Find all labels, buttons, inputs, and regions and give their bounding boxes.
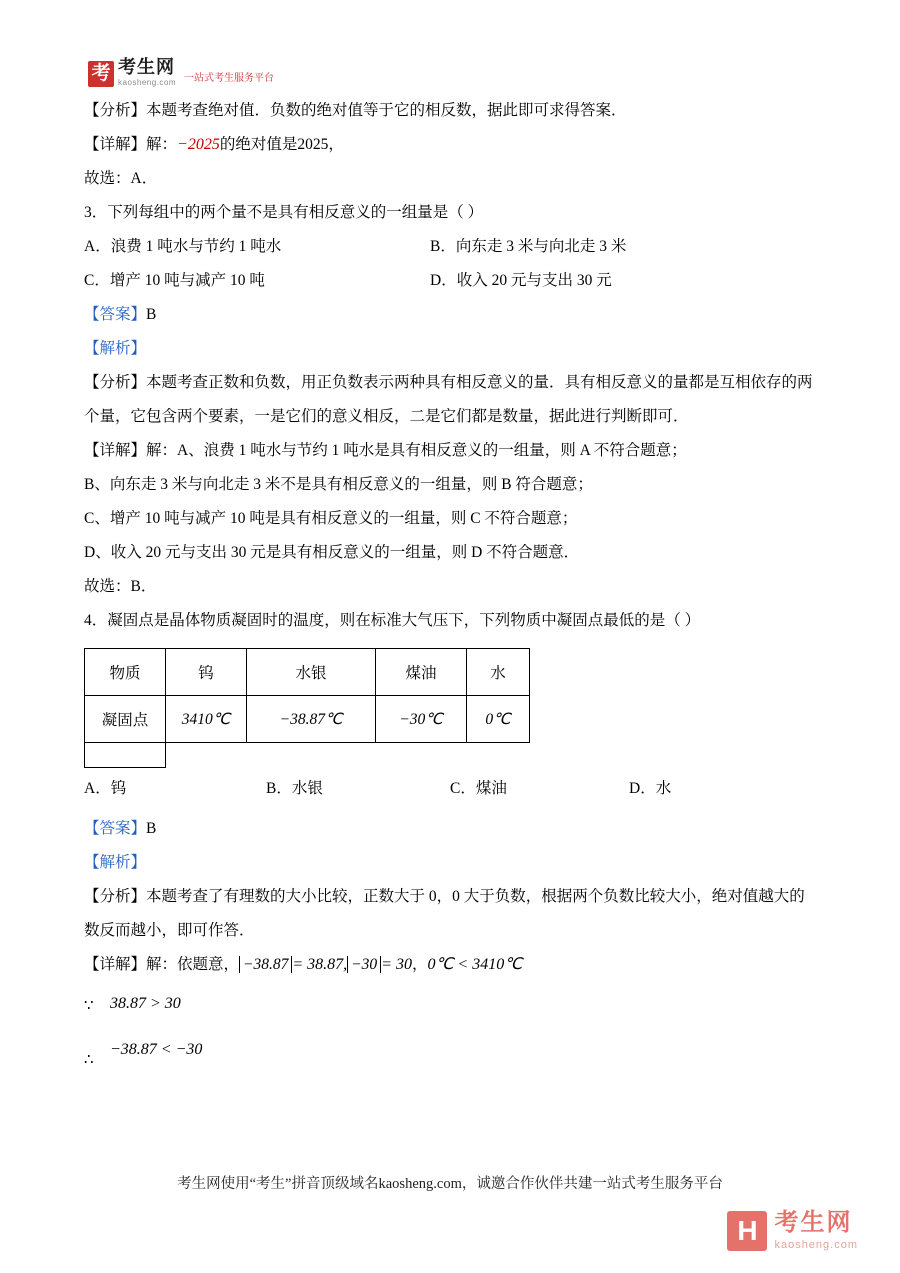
q4-abs-eq-1: = 38.87, <box>292 956 348 973</box>
footer-note: 考生网使用“考生”拼音顶级域名kaosheng.com，诚邀合作伙伴共建一站式考生服务平台 <box>177 1176 723 1192</box>
table-spacer-cell <box>166 743 247 768</box>
q4-analysis-tag: 【分析】 <box>84 888 147 905</box>
q4-detail-line: 【详解】解：依题意， −38.87 = 38.87, −30 = 30，0℃ < 3410℃ <box>84 956 523 973</box>
q3-answer-tag: 【答案】 <box>84 306 147 323</box>
q3-option-c-key: C． <box>84 272 110 289</box>
q3-number: 3． <box>84 204 108 221</box>
table-value-water: 0℃ <box>467 696 530 743</box>
q4-number: 4． <box>84 612 108 629</box>
q4-analysis-text-a: 本题考查了有理数的大小比较，正数大于 0，0 大于负数，根据两个负数比较大小，绝对值越大的 <box>146 888 805 905</box>
q4-therefore-block <box>84 1030 202 1070</box>
q4-option-d-key: D． <box>629 780 656 797</box>
q3-options-row1 <box>84 230 816 264</box>
q4-option-a-key: A． <box>84 780 111 797</box>
q4-option-c-key: C． <box>450 780 476 797</box>
q3-answer-line <box>84 298 816 332</box>
q4-because-text: 38.87 > 30 <box>110 995 181 1012</box>
q3-detail-tag: 【详解】 <box>84 442 147 459</box>
logo-text <box>118 58 176 87</box>
q3-option-b <box>430 230 626 264</box>
q2-detail-prefix: 解： <box>146 136 178 153</box>
q2-analysis-line <box>84 94 816 128</box>
q3-option-b-text: 向东走 3 米与向北走 3 米 <box>455 238 627 255</box>
table-col-kerosene: 煤油 <box>376 649 467 696</box>
logo-domain: kaosheng.com <box>118 78 177 87</box>
table-value-kerosene: −30℃ <box>376 696 467 743</box>
q3-option-a <box>84 230 281 264</box>
q3-detail-line-3: C、增产 10 吨与减产 10 吨是具有相反意义的一组量，则 C 不符合题意； <box>84 510 578 527</box>
q3-option-b-key: B． <box>430 238 456 255</box>
q3-option-c <box>84 264 265 298</box>
table-row <box>85 696 530 743</box>
watermark-logo-icon: H <box>727 1211 767 1251</box>
table-spacer-cell <box>376 743 467 768</box>
q4-therefore-text: −38.87 < −30 <box>110 1041 203 1058</box>
table-header-freezing-point: 凝固点 <box>85 696 166 743</box>
watermark <box>727 1211 858 1251</box>
watermark-text <box>774 1211 858 1251</box>
table-col-water: 水 <box>467 649 530 696</box>
q4-therefore-line <box>84 1026 816 1074</box>
site-logo <box>88 58 274 87</box>
q3-option-d-text: 收入 20 元与支出 30 元 <box>456 272 612 289</box>
q4-because-line <box>84 982 816 1026</box>
q4-abs-expr-1: −38.87 <box>239 956 292 973</box>
table-spacer-cell <box>467 743 530 768</box>
q3-answer-value: B <box>146 306 157 323</box>
q3-option-a-text: 浪费 1 吨水与节约 1 吨水 <box>110 238 282 255</box>
q2-detail-value: −2025 <box>177 136 220 153</box>
q4-option-b-text: 水银 <box>291 780 323 797</box>
q4-options-row <box>84 772 816 812</box>
q2-detail-tag: 【详解】 <box>84 136 147 153</box>
watermark-title: 考生网 <box>774 1209 853 1236</box>
q3-option-c-text: 增产 10 吨与减产 10 吨 <box>109 272 265 289</box>
q4-analysis-line-1 <box>84 880 816 914</box>
q4-abs-expr-2: −30 <box>347 956 381 973</box>
q3-analysis-line <box>84 366 816 434</box>
q4-because-block <box>84 984 181 1024</box>
q3-detail-text-1: 解：A、浪费 1 吨水与节约 1 吨水是具有相反意义的一组量，则 A 不符合题意； <box>146 442 687 459</box>
q4-option-d-text: 水 <box>655 780 672 797</box>
freezing-point-table <box>84 648 530 768</box>
q4-answer-line <box>84 812 816 846</box>
q3-explain-line <box>84 332 816 366</box>
table-col-tungsten: 钨 <box>166 649 247 696</box>
q4-option-a <box>84 772 126 806</box>
q2-detail-line <box>84 128 816 162</box>
q4-detail-prefix: 解：依题意， <box>146 956 240 973</box>
watermark-domain: kaosheng.com <box>774 1239 858 1251</box>
table-row <box>85 649 530 696</box>
q2-conclusion: 故选：A． <box>84 170 158 187</box>
table-spacer-cell <box>247 743 376 768</box>
q3-option-d <box>430 264 612 298</box>
table-value-tungsten: 3410℃ <box>166 696 247 743</box>
document-content <box>84 94 816 1074</box>
q4-option-b-key: B． <box>266 780 292 797</box>
q4-analysis-line-2: 数反而越小，即可作答． <box>84 922 255 939</box>
therefore-symbol-icon: ∴ <box>84 1052 94 1068</box>
q4-explain-tag: 【解析】 <box>84 854 147 871</box>
table-value-mercury: −38.87℃ <box>247 696 376 743</box>
table-row-spacer <box>85 743 530 768</box>
q4-stem-text: 凝固点是晶体物质凝固时的温度，则在标准大气压下，下列物质中凝固点最低的是（ ） <box>107 612 701 629</box>
q2-detail-suffix: 的绝对值是2025， <box>219 136 344 153</box>
q3-detail-line-2: B、向东走 3 米与向北走 3 米不是具有相反意义的一组量，则 B 符合题意； <box>84 476 593 493</box>
q4-option-c <box>450 772 507 806</box>
q4-option-d <box>629 772 671 806</box>
table-col-mercury: 水银 <box>247 649 376 696</box>
table-spacer-cell <box>85 743 166 768</box>
q4-abs-eq-2: = 30 <box>381 956 412 973</box>
q3-conclusion: 故选：B． <box>84 578 157 595</box>
q4-stem <box>84 604 816 638</box>
q3-option-d-key: D． <box>430 272 457 289</box>
q3-stem <box>84 196 816 230</box>
q4-option-a-text: 钨 <box>110 780 127 797</box>
q4-detail-tag: 【详解】 <box>84 956 147 973</box>
q3-detail-line-4: D、收入 20 元与支出 30 元是具有相反意义的一组量，则 D 不符合题意． <box>84 544 580 561</box>
q3-explain-tag: 【解析】 <box>84 340 147 357</box>
q2-analysis-tag: 【分析】 <box>84 102 147 119</box>
q3-option-a-key: A． <box>84 238 111 255</box>
q3-stem-text: 下列每组中的两个量不是具有相反意义的一组量是（ ） <box>107 204 484 221</box>
table-header-substance: 物质 <box>85 649 166 696</box>
q4-option-c-text: 煤油 <box>475 780 507 797</box>
q3-detail-line-1 <box>84 434 816 468</box>
q3-analysis-text: 本题考查正数和负数，用正负数表示两种具有相反意义的量．具有相反意义的量都是互相依存的两个量，它包含两个要素，一是它们的意义相反，二是它们都是数量，据此进行判断即可． <box>84 374 813 425</box>
logo-mark-icon: 考 <box>88 61 114 87</box>
q3-analysis-tag: 【分析】 <box>84 374 147 391</box>
logo-slogan: 一站式考生服务平台 <box>184 73 275 84</box>
q4-answer-value: B <box>146 820 157 837</box>
logo-title: 考生网 <box>118 57 175 77</box>
q4-option-b <box>266 772 323 806</box>
q4-compare-expr: 0℃ < 3410℃ <box>427 956 523 973</box>
q3-options-row2 <box>84 264 816 298</box>
q4-answer-tag: 【答案】 <box>84 820 147 837</box>
because-symbol-icon: ∵ <box>84 998 94 1014</box>
q4-explain-line <box>84 846 816 880</box>
q2-analysis-text: 本题考查绝对值．负数的绝对值等于它的相反数，据此即可求得答案． <box>146 102 627 119</box>
